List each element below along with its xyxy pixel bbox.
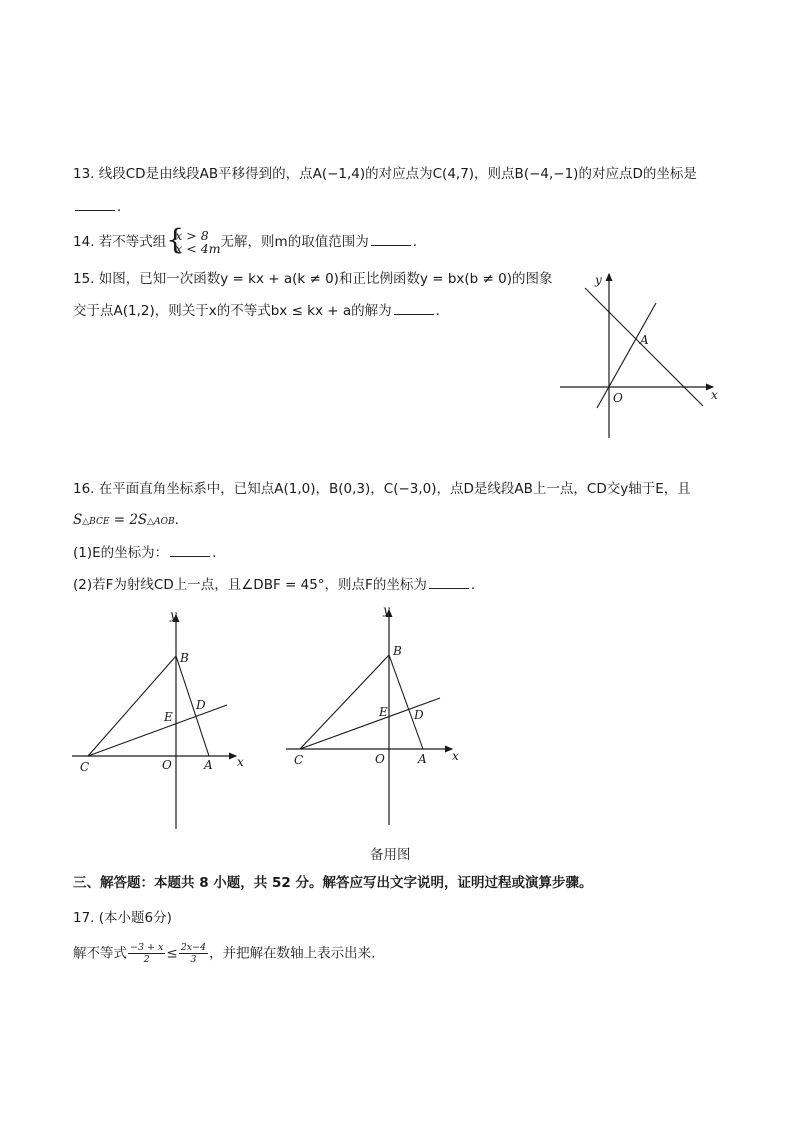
q15-end: . [435,303,440,319]
answer-blank [170,542,210,557]
q15-text: 交于点A(1,2)，则关于x的不等式bx ≤ kx + a的解为 [73,303,392,319]
q16-sub1-text: (1)E的坐标为： [73,545,169,561]
ray-cd [300,698,440,749]
label-d: D [414,708,424,722]
line-kx-plus-a [585,288,703,406]
area-end: . [174,512,179,528]
label-a: A [204,758,213,772]
q15-figure [555,268,725,443]
segment-cb [88,656,176,756]
label-x: x [237,755,244,769]
label-x: x [452,749,459,763]
line-bx [597,303,656,408]
q16-sub2 [73,574,475,595]
q16-figure-main [68,605,258,835]
label-x: x [711,388,718,402]
answer-blank [429,574,469,589]
label-c: C [294,753,304,767]
frac1-num: −3 + x [130,942,164,953]
q16-sub1-end: . [212,545,217,561]
frac2-den: 3 [190,954,197,965]
q16-line1: 16. 在平面直角坐标系中，已知点A(1,0)，B(0,3)，C(−3,0)，点D是线段AB上一点，CD交y轴于E，且 [73,481,691,497]
label-y: y [170,608,177,622]
q14-line [73,223,417,256]
leq-sign: ≤ [166,945,178,962]
label-o: O [375,752,385,766]
q14-suffix: 无解，则m的取值范围为 [220,234,369,250]
q17-suffix: ，并把解在数轴上表示出来. [209,945,376,962]
label-d: D [196,698,206,712]
q16-sub2-end: . [470,577,476,593]
q15-line1: 15. 如图，已知一次函数y = kx + a(k ≠ 0)和正比例函数y = bx(b ≠ 0)的图象 [73,271,553,287]
section-heading: 三、解答题：本题共 8 小题，共 52 分。解答应写出文字说明，证明过程或演算步骤。 [73,875,593,891]
q17-line [73,942,375,965]
label-o: O [613,391,623,405]
figure-caption: 备用图 [370,847,411,863]
q13-end: . [117,199,122,215]
q15-line2 [73,300,440,321]
label-y: y [595,273,602,287]
label-e: E [379,705,388,719]
frac1-den: 2 [143,954,150,965]
fraction-left [128,942,165,965]
q17-header: 17. (本小题6分) [73,910,172,926]
label-b: B [180,651,189,665]
label-a: A [418,752,427,766]
area-s1-sub: △BCE [82,517,110,527]
frac2-num: 2x−4 [180,942,207,953]
q14-end: . [412,234,417,250]
inequality-system [166,223,221,256]
answer-blank [394,300,434,315]
label-o: O [162,758,172,772]
q16-figure-spare [282,600,472,830]
fraction-right [179,942,208,965]
segment-ba [389,655,423,749]
q16-area-line [73,510,179,532]
q14-prefix: 14. 若不等式组 [73,234,167,250]
label-c: C [80,760,90,774]
label-e: E [164,710,173,724]
brace-icon: { [166,223,185,256]
segment-cb [300,655,389,749]
area-s2-sub: △AOB [147,517,175,527]
q13-line2 [73,196,121,217]
q16-sub2-text: (2)若F为射线CD上一点，且∠DBF = 45°，则点F的坐标为 [73,577,427,593]
label-y: y [383,603,390,617]
q14-ineq1: x > 8 [175,228,209,243]
answer-blank [371,231,411,246]
q13-line1: 13. 线段CD是由线段AB平移得到的，点A(−1,4)的对应点为C(4,7)，则点B(−4,−1)的对应点D的坐标是 [73,166,697,182]
q16-sub1 [73,542,216,563]
area-mid: = 2S [109,512,148,528]
label-b: B [393,644,402,658]
label-a: A [640,333,649,347]
q17-prefix: 解不等式 [73,945,127,962]
area-s1: S [73,512,83,528]
answer-blank [75,196,115,211]
q14-ineq2: x < 4m [175,241,221,256]
